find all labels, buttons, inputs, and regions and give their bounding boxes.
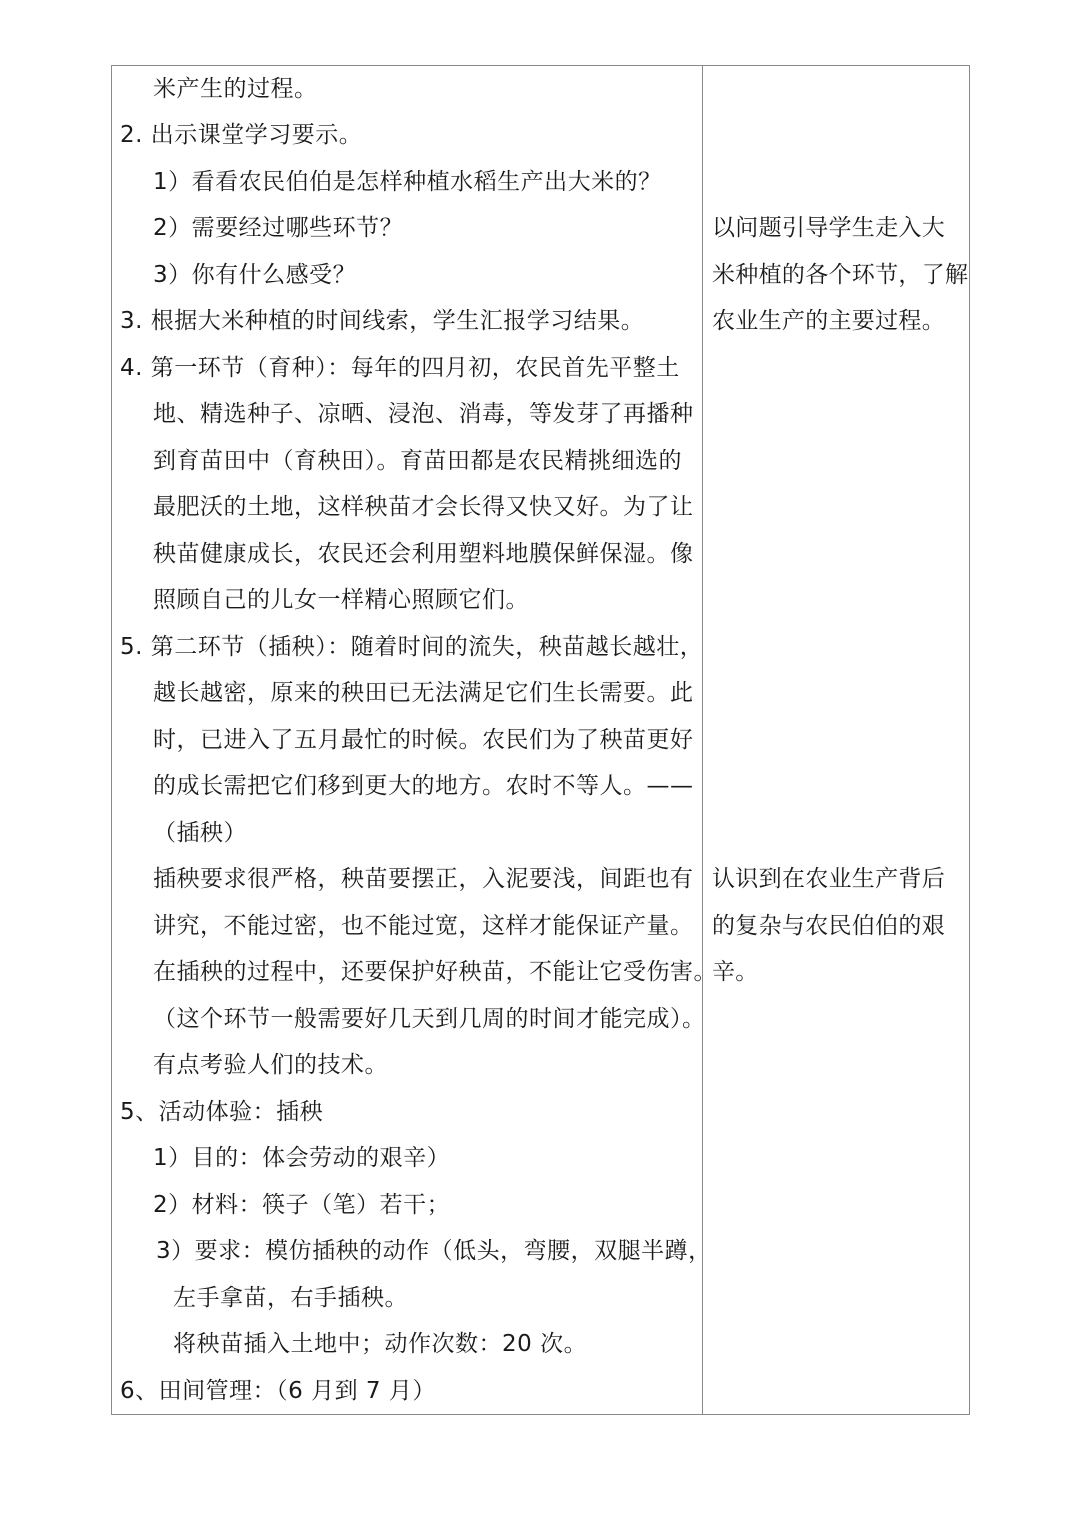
procedure-line: （这个环节一般需要好几天到几周的时间才能完成）。 [153,1006,706,1032]
lesson-plan-table [111,65,970,1415]
procedure-line: 2）需要经过哪些环节？ [153,215,404,241]
procedure-line: 将秧苗插入土地中；动作次数：20 次。 [173,1331,588,1357]
procedure-line: 5. 第二环节（插秧）：随着时间的流失，秧苗越长越壮， [120,634,704,660]
procedure-line: 秧苗健康成长，农民还会利用塑料地膜保鲜保湿。像 [153,541,694,567]
intent-line: 米种植的各个环节，了解 [712,262,969,288]
procedure-line: 插秧要求很严格，秧苗要摆正，入泥要浅，间距也有 [153,866,694,892]
procedure-line: 2. 出示课堂学习要示。 [120,122,363,148]
procedure-line: 到育苗田中（育秧田）。育苗田都是农民精挑细选的 [153,448,682,474]
procedure-line: 地、精选种子、凉晒、浸泡、消毒，等发芽了再播种 [153,401,694,427]
procedure-line: 5、活动体验：插秧 [120,1099,324,1125]
procedure-line: 米产生的过程。 [153,76,318,102]
procedure-line: 在插秧的过程中，还要保护好秧苗，不能让它受伤害。 [153,959,717,985]
intent-line: 以问题引导学生走入大 [712,215,945,241]
intent-line: 认识到在农业生产背后 [712,866,945,892]
procedure-line: 4. 第一环节（育种）：每年的四月初，农民首先平整土 [120,355,680,381]
procedure-line: 越长越密，原来的秧田已无法满足它们生长需要。此 [153,680,694,706]
intent-line: 辛。 [712,959,759,985]
procedure-line: 2）材料：筷子（笔）若干； [153,1192,451,1218]
procedure-line: 6、田间管理：（6 月到 7 月） [120,1378,436,1404]
intent-line: 的复杂与农民伯伯的艰 [712,913,945,939]
procedure-line: 讲究，不能过密，也不能过宽，这样才能保证产量。 [153,913,694,939]
column-divider [702,66,703,1414]
procedure-line: 有点考验人们的技术。 [153,1052,388,1078]
procedure-line: 3）要求：模仿插秧的动作（低头，弯腰，双腿半蹲， [156,1238,712,1264]
procedure-line: 的成长需把它们移到更大的地方。农时不等人。—— [153,773,694,799]
procedure-line: 时，已进入了五月最忙的时候。农民们为了秧苗更好 [153,727,694,753]
intent-line: 农业生产的主要过程。 [712,308,945,334]
procedure-line: （插秧） [153,820,247,846]
procedure-line: 3. 根据大米种植的时间线索，学生汇报学习结果。 [120,308,645,334]
procedure-line: 1）目的：体会劳动的艰辛） [153,1145,451,1171]
procedure-line: 3）你有什么感受？ [153,262,357,288]
procedure-line: 左手拿苗，右手插秧。 [173,1285,408,1311]
procedure-line: 1）看看农民伯伯是怎样种植水稻生产出大米的？ [153,169,662,195]
procedure-line: 最肥沃的土地，这样秧苗才会长得又快又好。为了让 [153,494,694,520]
procedure-line: 照顾自己的儿女一样精心照顾它们。 [153,587,529,613]
